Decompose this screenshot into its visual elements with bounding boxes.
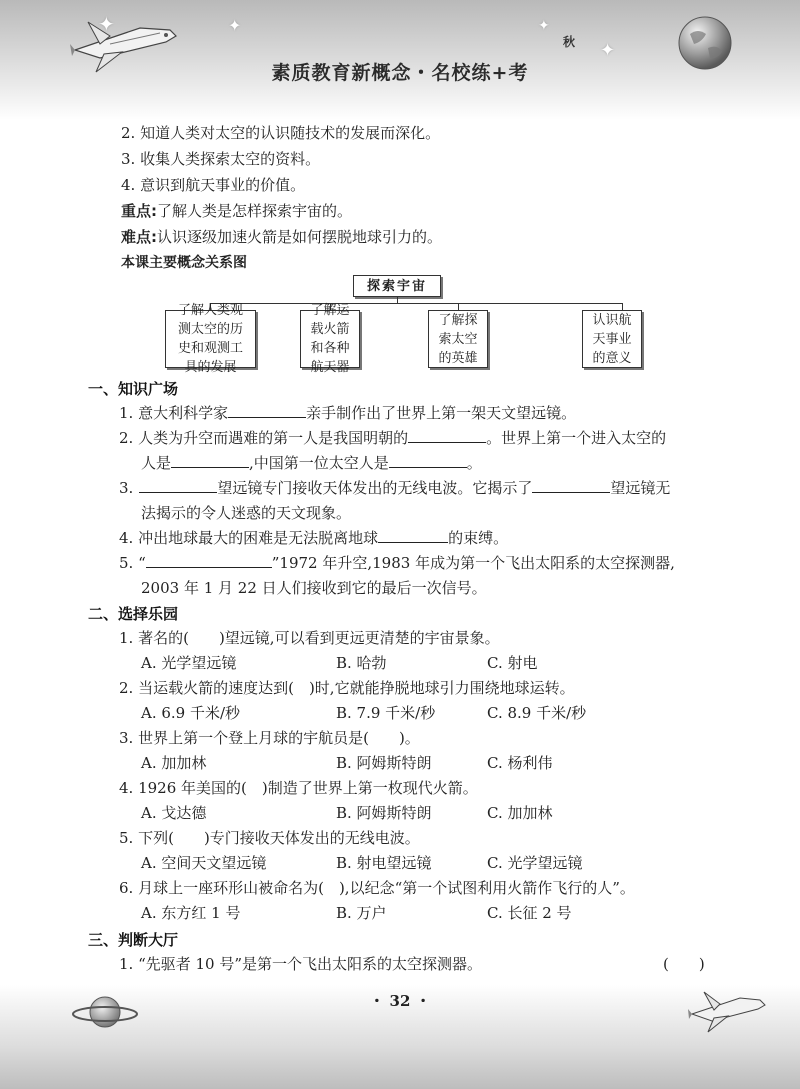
answer-blank[interactable] [532, 478, 610, 493]
page-number: ・ 32 ・ [369, 992, 431, 1010]
option-c[interactable]: C. 杨利伟 [487, 754, 553, 772]
option-c[interactable]: C. 加加林 [487, 804, 553, 822]
question [119, 552, 675, 573]
section-title: 一、知识广场 [88, 380, 179, 398]
option-b[interactable]: B. 阿姆斯特朗 [336, 754, 432, 772]
option-a[interactable]: A. 光学望远镜 [141, 654, 237, 672]
answer-blank[interactable] [171, 453, 249, 468]
answer-blank[interactable] [139, 478, 217, 493]
node-line: 载火箭 [310, 322, 350, 337]
question [119, 877, 635, 898]
question [119, 777, 478, 798]
node-line: 了解运 [310, 303, 350, 318]
question-text: ,中国第一位太空人是 [249, 454, 389, 472]
difficult-point-label: 难点: [121, 228, 157, 246]
concept-map-heading: 本课主要概念关系图 [121, 255, 247, 271]
answer-blank[interactable] [408, 428, 486, 443]
option-b[interactable]: B. 7.9 千米/秒 [336, 704, 436, 722]
question-text: 望远镜专门接收天体发出的无线电波。它揭示了 [217, 479, 533, 497]
question: 1. “先驱者 10 号”是第一个飞出太阳系的太空探测器。 [119, 955, 483, 973]
question-text: )时,它就能挣脱地球引力围绕地球运转。 [308, 679, 575, 697]
series-title: 素质教育新概念・名校练+考 [271, 62, 529, 84]
concept-map-node [582, 310, 642, 368]
option-c[interactable]: C. 长征 2 号 [487, 904, 572, 922]
question-text: )专门接收天体发出的无线电波。 [203, 829, 420, 847]
question-text: )望远镜,可以看到更远更清楚的宇宙景象。 [218, 629, 500, 647]
sparkle-icon: ✦ [98, 12, 115, 36]
goal-item: 2. 知道人类对太空的认识随技术的发展而深化。 [121, 124, 441, 142]
node-line: 认识航 [592, 312, 632, 328]
answer-blank[interactable] [389, 453, 467, 468]
difficult-point [121, 226, 442, 247]
sparkle-icon: ✦ [538, 18, 550, 34]
concept-map-node [428, 310, 488, 368]
node-line: 测太空的历 [177, 322, 243, 337]
answer-blank[interactable] [378, 528, 448, 543]
option-c[interactable]: C. 射电 [487, 654, 538, 672]
sparkle-icon: ✦ [228, 16, 242, 35]
section-title: 三、判断大厅 [88, 931, 179, 949]
option-a[interactable]: A. 空间天文望远镜 [141, 854, 267, 872]
question [119, 427, 666, 448]
node-line: 航天器 [310, 360, 350, 375]
node-line: 了解探 [438, 312, 478, 328]
question [119, 727, 420, 748]
question-text: 4. 1926 年美国的( [119, 779, 247, 797]
question [119, 627, 500, 648]
option-b[interactable]: B. 万户 [336, 904, 387, 922]
key-point-label: 重点: [121, 202, 157, 220]
key-point-text: 了解人类是怎样探索宇宙的。 [157, 202, 353, 220]
node-line: 天事业 [592, 331, 632, 347]
goal-item: 4. 意识到航天事业的价值。 [121, 176, 306, 194]
question-text: 5. 下列( [119, 829, 174, 847]
saturn-icon [70, 990, 140, 1034]
question-text: ),以纪念“第一个试图利用火箭作飞行的人”。 [338, 879, 635, 897]
question-text: 。世界上第一个进入太空的 [486, 429, 667, 447]
option-a[interactable]: A. 东方红 1 号 [141, 904, 241, 922]
node-line: 索太空 [438, 331, 478, 347]
question-text: 3. 世界上第一个登上月球的宇航员是( [119, 729, 369, 747]
question-text: ”1972 年升空,1983 年成为第一个飞出太阳系的太空探测器, [271, 554, 675, 572]
question-text: 亲手制作出了世界上第一架天文望远镜。 [306, 404, 577, 422]
question-text: )制造了世界上第一枚现代火箭。 [261, 779, 478, 797]
option-b[interactable]: B. 哈勃 [336, 654, 387, 672]
node-line: 的意义 [592, 350, 632, 366]
concept-map-root: 探索宇宙 [353, 275, 441, 297]
question [119, 677, 575, 698]
question-text: )。 [398, 729, 420, 747]
answer-blank[interactable] [146, 553, 272, 568]
question-text: 4. 冲出地球最大的困难是无法脱离地球 [119, 529, 379, 547]
connector-line [210, 303, 623, 304]
question [119, 402, 576, 423]
space-shuttle-icon [688, 984, 768, 1036]
node-line: 的英雄 [438, 350, 478, 366]
option-c[interactable]: C. 光学望远镜 [487, 854, 583, 872]
question [119, 477, 670, 498]
concept-map-node [165, 303, 256, 375]
season-label: 秋 [563, 35, 576, 49]
node-line: 史和观测工 [177, 341, 243, 356]
question-continued [141, 452, 482, 473]
question-text: 人是 [141, 454, 172, 472]
goal-item: 3. 收集人类探索太空的资料。 [121, 150, 321, 168]
question [119, 527, 508, 548]
question-text: 望远镜无 [610, 479, 671, 497]
answer-parentheses[interactable]: ( ) [663, 955, 705, 973]
answer-blank[interactable] [228, 403, 306, 418]
option-a[interactable]: A. 6.9 千米/秒 [141, 704, 241, 722]
question-text: 1. 意大利科学家 [119, 404, 229, 422]
concept-map-node [300, 303, 360, 375]
connector-line [622, 303, 623, 310]
question-text: 6. 月球上一座环形山被命名为( [119, 879, 324, 897]
question-continued: 2003 年 1 月 22 日人们接收到它的最后一次信号。 [141, 579, 487, 597]
node-line: 了解人类观 [177, 303, 243, 318]
question-continued: 法揭示的令人迷惑的天文现象。 [141, 504, 352, 522]
sparkle-icon: ✦ [600, 40, 616, 61]
question-text: 2. 人类为升空而遇难的第一人是我国明朝的 [119, 429, 409, 447]
node-line: 具的发展 [184, 360, 237, 375]
option-a[interactable]: A. 戈达德 [141, 804, 207, 822]
option-c[interactable]: C. 8.9 千米/秒 [487, 704, 587, 722]
key-point [121, 200, 352, 221]
option-b[interactable]: B. 阿姆斯特朗 [336, 804, 432, 822]
section-title: 二、选择乐园 [88, 605, 179, 623]
question-text: 的束缚。 [448, 529, 509, 547]
question-text: 1. 著名的( [119, 629, 189, 647]
connector-line [458, 303, 459, 310]
question-text: 2. 当运载火箭的速度达到( [119, 679, 294, 697]
question-text: 3. [119, 479, 134, 497]
question-text: 。 [466, 454, 482, 472]
node-line: 和各种 [310, 341, 350, 356]
question-text: 5. “ [119, 554, 146, 572]
question [119, 827, 420, 848]
option-b[interactable]: B. 射电望远镜 [336, 854, 432, 872]
option-a[interactable]: A. 加加林 [141, 754, 207, 772]
difficult-point-text: 认识逐级加速火箭是如何摆脱地球引力的。 [157, 228, 443, 246]
